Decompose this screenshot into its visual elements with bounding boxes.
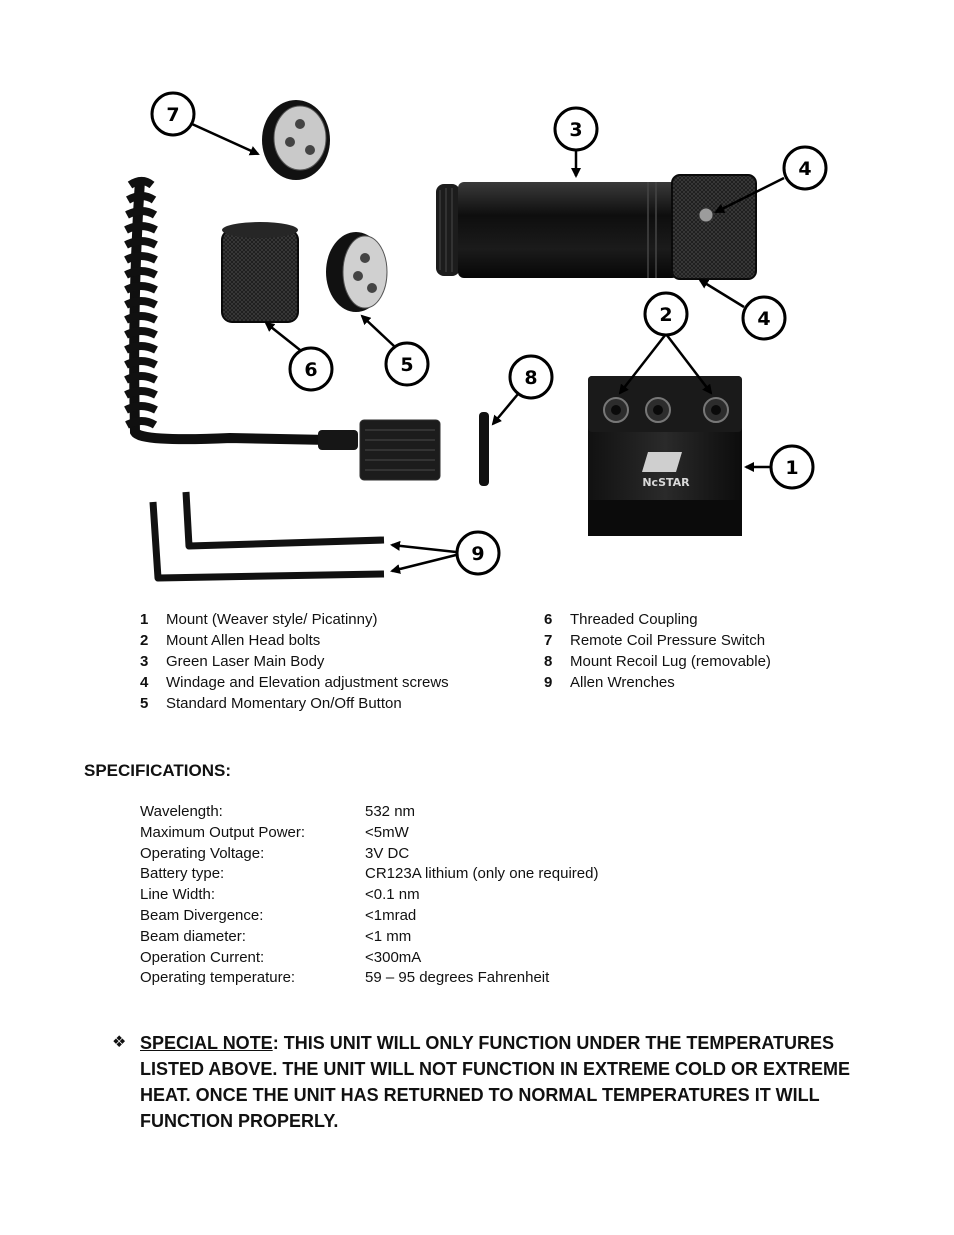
spec-row: Beam Divergence: <1mrad (140, 906, 417, 924)
ncstar-logo-text: NcSTAR (642, 476, 690, 489)
callout-9 (457, 532, 499, 574)
parts-legend-left (140, 609, 449, 714)
spec-row: Operating Voltage: 3V DC (140, 844, 410, 862)
spec-row: Operating temperature: 59 – 95 degrees Fahrenheit (140, 969, 550, 987)
spec-row: Battery type: CR123A lithium (only one required) (140, 865, 599, 883)
recoil-lug (479, 412, 489, 486)
legend-item: 1 Mount (Weaver style/ Picatinny) (140, 611, 378, 628)
svg-text:4: 4 (798, 158, 812, 180)
callout-7 (152, 93, 194, 135)
spec-row: Operation Current: <300mA (140, 948, 422, 966)
callout-4-bottom (743, 297, 785, 339)
legend-item: 8 Mount Recoil Lug (removable) (544, 653, 771, 670)
legend-item: 9 Allen Wrenches (544, 674, 675, 691)
callout-3 (555, 108, 597, 150)
specifications-heading: SPECIFICATIONS: (84, 761, 232, 780)
special-note-text: : THIS UNIT WILL ONLY FUNCTION UNDER THE TEMPERATURES LISTED ABOVE. THE UNIT WILL NOT FUNCTION IN EXTREME COLD OR EXTREME HEAT. ONCE THE UNIT HAS RETURNED TO NORMAL TEMPERATURES IT WILL FUNCTION PROPERLY. (140, 1033, 851, 1131)
callout-8 (510, 356, 552, 398)
callout-5 (386, 343, 428, 385)
legend-item: 6 Threaded Coupling (544, 611, 698, 628)
parts-diagram (0, 0, 954, 600)
diamond-bullet-icon: ❖ (112, 1034, 127, 1051)
specifications-table (140, 802, 598, 989)
cable-strain-relief (318, 430, 358, 450)
green-laser-main-body (436, 175, 756, 279)
callout-6 (290, 348, 332, 390)
svg-text:5: 5 (400, 354, 414, 376)
callout-1 (771, 446, 813, 488)
spec-row: Maximum Output Power: <5mW (140, 823, 409, 841)
parts-legend-right (544, 609, 771, 693)
svg-text:1: 1 (785, 457, 799, 479)
legend-item: 7 Remote Coil Pressure Switch (544, 632, 766, 649)
threaded-coupling (222, 222, 298, 322)
callout-2 (645, 293, 687, 335)
svg-text:3: 3 (569, 119, 583, 141)
svg-text:2: 2 (659, 304, 673, 326)
svg-text:9: 9 (471, 543, 485, 565)
ncstar-logo-mark (642, 452, 682, 472)
spec-row: Line Width: <0.1 nm (140, 886, 420, 904)
momentary-on-off-button (326, 232, 387, 312)
legend-item: 3 Green Laser Main Body (140, 653, 325, 670)
spec-row: Wavelength: 532 nm (140, 803, 416, 820)
weaver-mount (588, 376, 742, 536)
special-note-heading: SPECIAL NOTE (140, 1033, 273, 1053)
allen-wrenches (153, 492, 384, 578)
legend-item: 4 Windage and Elevation adjustment screws (140, 674, 449, 691)
svg-text:7: 7 (166, 104, 180, 126)
legend-item: 2 Mount Allen Head bolts (140, 632, 321, 649)
spec-row: Beam diameter: <1 mm (140, 927, 412, 945)
special-note (112, 1030, 852, 1134)
adjustment-screw (699, 208, 713, 222)
callout-4-top (784, 147, 826, 189)
svg-text:6: 6 (304, 359, 318, 381)
legend-item: 5 Standard Momentary On/Off Button (140, 695, 402, 712)
special-note-body (140, 1030, 852, 1134)
svg-text:4: 4 (757, 308, 771, 330)
svg-text:8: 8 (524, 367, 538, 389)
adjustment-turret (672, 175, 756, 279)
